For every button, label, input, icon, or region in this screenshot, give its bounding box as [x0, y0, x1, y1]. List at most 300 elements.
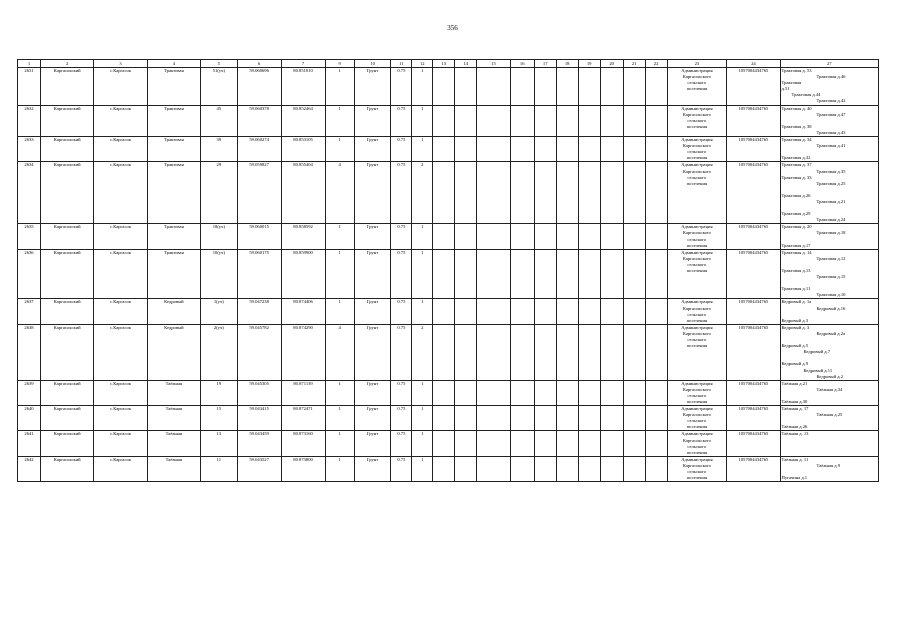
owner-line: поселения: [686, 180, 708, 186]
row-number: 2637: [18, 299, 41, 324]
address-line: Кедровый д. 3: [781, 324, 810, 330]
address-line: Кедровый д.2а: [816, 330, 846, 336]
surface-cell: Грунт: [354, 324, 391, 380]
empty-cell: [623, 162, 645, 224]
village-cell: с.Каргасок: [94, 137, 147, 162]
inn-cell: 1057004434765: [727, 68, 780, 106]
empty-cell: [455, 105, 477, 136]
empty-cell: [600, 406, 623, 431]
empty-cell: [600, 431, 623, 456]
street-cell: Таёжная: [147, 456, 200, 481]
village-cell: с.Каргасок: [94, 406, 147, 431]
surface-cell: Грунт: [354, 105, 391, 136]
longitude-cell: 80.873160: [281, 431, 325, 456]
area-cell: 0.75: [391, 249, 412, 299]
address-line: Кедровый д.9: [781, 361, 808, 367]
longitude-cell: 80.852464: [281, 105, 325, 136]
empty-cell: [433, 105, 455, 136]
col12-cell: 1: [412, 406, 433, 431]
owner-cell: [667, 299, 727, 324]
column-header-14: 14: [455, 60, 477, 68]
column-header-15: 15: [477, 60, 510, 68]
owner-line: Каргасокского: [682, 386, 711, 392]
owner-line: Каргасокского: [682, 143, 711, 149]
row-number: 2633: [18, 137, 41, 162]
empty-cell: [534, 68, 556, 106]
owner-line: Администрация: [681, 68, 713, 73]
col9-cell: 1: [325, 456, 354, 481]
empty-cell: [510, 249, 534, 299]
empty-cell: [578, 431, 600, 456]
longitude-cell: 80.872471: [281, 406, 325, 431]
house-cell: 2(уч): [201, 324, 238, 380]
address-line: Трактовая д.12: [816, 255, 846, 261]
inn-cell: 1057004434765: [727, 105, 780, 136]
address-line: Кедровый д.7: [803, 349, 830, 355]
address-line: Таёжная д.9: [816, 462, 841, 468]
empty-cell: [645, 249, 667, 299]
column-header-23: 23: [667, 60, 727, 68]
area-cell: 0.75: [391, 406, 412, 431]
table-row: [18, 68, 879, 106]
header-row: [18, 60, 879, 68]
empty-cell: [534, 456, 556, 481]
empty-cell: [556, 380, 578, 405]
latitude-cell: 59.045305: [237, 380, 281, 405]
empty-cell: [623, 224, 645, 249]
owner-line: сельского: [687, 418, 707, 424]
column-header-2: 2: [41, 60, 94, 68]
col12-cell: 2: [412, 324, 433, 380]
empty-cell: [510, 299, 534, 324]
column-header-9: 9: [325, 60, 354, 68]
owner-line: поселения: [686, 123, 708, 129]
col9-cell: 4: [325, 324, 354, 380]
address-line: Таёжная д.26: [781, 424, 808, 430]
owner-line: Каргасокского: [682, 462, 711, 468]
area-cell: 0.75: [391, 105, 412, 136]
area-cell: 0.75: [391, 456, 412, 481]
latitude-cell: 59.043415: [237, 406, 281, 431]
address-line: Трактовая: [781, 80, 802, 86]
inn-cell: 1057004434765: [727, 324, 780, 380]
empty-cell: [477, 68, 510, 106]
col12-cell: 2: [412, 162, 433, 224]
table-row: [18, 105, 879, 136]
owner-line: Администрация: [681, 431, 713, 437]
owner-line: сельского: [687, 469, 707, 474]
empty-cell: [556, 249, 578, 299]
empty-cell: [510, 324, 534, 380]
col12-cell: 1: [412, 105, 433, 136]
owner-line: Каргасокского: [682, 255, 711, 261]
empty-cell: [477, 431, 510, 456]
owner-line: сельского: [687, 261, 707, 267]
village-cell: с.Каргасок: [94, 105, 147, 136]
owner-line: Каргасокского: [682, 305, 711, 311]
empty-cell: [556, 431, 578, 456]
col9-cell: 1: [325, 105, 354, 136]
table-row: [18, 162, 879, 224]
empty-cell: [600, 162, 623, 224]
street-cell: Трактовая: [147, 249, 200, 299]
empty-cell: [645, 162, 667, 224]
longitude-cell: 80.874406: [281, 299, 325, 324]
surface-cell: Грунт: [354, 249, 391, 299]
column-header-27: 27: [780, 60, 878, 68]
column-header-11: 11: [391, 60, 412, 68]
street-cell: Таёжная: [147, 380, 200, 405]
column-header-10: 10: [354, 60, 391, 68]
table-row: [18, 456, 879, 481]
address-line: Таёжная д. 17: [781, 406, 809, 412]
column-header-4: 4: [147, 60, 200, 68]
col12-cell: 1: [412, 456, 433, 481]
empty-cell: [477, 105, 510, 136]
surface-cell: Грунт: [354, 224, 391, 249]
empty-cell: [578, 224, 600, 249]
village-cell: с.Каргасок: [94, 224, 147, 249]
village-cell: с.Каргасок: [94, 431, 147, 456]
owner-line: Каргасокского: [682, 111, 711, 117]
col12-cell: 1: [412, 380, 433, 405]
empty-cell: [433, 406, 455, 431]
empty-cell: [623, 431, 645, 456]
empty-cell: [600, 137, 623, 162]
owner-line: сельского: [687, 311, 707, 317]
street-cell: Таёжная: [147, 406, 200, 431]
col9-cell: 1: [325, 249, 354, 299]
col12-cell: 1: [412, 68, 433, 106]
address-line: Кедровый д.5: [781, 343, 808, 349]
owner-line: Администрация: [681, 456, 713, 462]
col9-cell: 1: [325, 224, 354, 249]
inn-cell: 1057004434765: [727, 456, 780, 481]
longitude-cell: 80.873800: [281, 456, 325, 481]
house-cell: 19: [201, 380, 238, 405]
owner-cell: [667, 406, 727, 431]
address-line: Кедровый д.3: [781, 317, 808, 323]
owner-line: Администрация: [681, 137, 713, 143]
village-cell: с.Каргасок: [94, 162, 147, 224]
empty-cell: [623, 68, 645, 106]
empty-cell: [455, 456, 477, 481]
owner-line: сельского: [687, 174, 707, 180]
empty-cell: [556, 299, 578, 324]
empty-cell: [510, 456, 534, 481]
empty-cell: [556, 456, 578, 481]
latitude-cell: 59.043459: [237, 431, 281, 456]
empty-cell: [455, 249, 477, 299]
district-cell: Каргасокский: [41, 299, 94, 324]
address-line: Трактовая д.35: [816, 168, 846, 174]
address-line: Трактовая д.47: [816, 111, 846, 117]
latitude-cell: 59.060378: [237, 105, 281, 136]
col9-cell: 1: [325, 380, 354, 405]
empty-cell: [623, 105, 645, 136]
empty-cell: [433, 137, 455, 162]
empty-cell: [534, 380, 556, 405]
village-cell: с.Каргасок: [94, 456, 147, 481]
empty-cell: [578, 105, 600, 136]
col12-cell: 1: [412, 299, 433, 324]
column-header-13: 13: [433, 60, 455, 68]
register-table: [17, 59, 879, 482]
col9-cell: 1: [325, 431, 354, 456]
owner-line: сельского: [687, 149, 707, 155]
empty-cell: [623, 249, 645, 299]
empty-cell: [645, 224, 667, 249]
column-header-16: 16: [510, 60, 534, 68]
empty-cell: [556, 224, 578, 249]
owner-cell: [667, 431, 727, 456]
owner-line: сельского: [687, 337, 707, 343]
address-line: Трактовая д.17: [781, 242, 811, 248]
street-cell: Трактовая: [147, 224, 200, 249]
inn-cell: 1057004434765: [727, 137, 780, 162]
empty-cell: [534, 299, 556, 324]
row-number: 2638: [18, 324, 41, 380]
empty-cell: [510, 137, 534, 162]
empty-cell: [433, 456, 455, 481]
owner-line: Администрация: [681, 324, 713, 330]
addresses-cell: [780, 105, 878, 136]
village-cell: с.Каргасок: [94, 380, 147, 405]
empty-cell: [477, 162, 510, 224]
address-line: Кедровый д.11: [803, 367, 833, 373]
owner-line: Администрация: [681, 105, 713, 111]
empty-cell: [556, 137, 578, 162]
column-header-19: 19: [578, 60, 600, 68]
surface-cell: Грунт: [354, 380, 391, 405]
col12-cell: 1: [412, 224, 433, 249]
address-line: Трактовая д.15: [816, 274, 846, 280]
latitude-cell: 59.060175: [237, 249, 281, 299]
owner-line: Каргасокского: [682, 74, 711, 80]
owner-line: поселения: [686, 424, 708, 430]
row-number: 2634: [18, 162, 41, 224]
empty-cell: [455, 380, 477, 405]
empty-cell: [534, 431, 556, 456]
empty-cell: [645, 406, 667, 431]
column-header-20: 20: [600, 60, 623, 68]
empty-cell: [645, 456, 667, 481]
table-row: [18, 324, 879, 380]
empty-cell: [433, 299, 455, 324]
area-cell: 0.75: [391, 137, 412, 162]
address-line: д.51: [781, 86, 790, 92]
village-cell: с.Каргасок: [94, 324, 147, 380]
empty-cell: [534, 249, 556, 299]
inn-cell: 1057004434765: [727, 380, 780, 405]
empty-cell: [645, 431, 667, 456]
empty-cell: [600, 324, 623, 380]
table-row: [18, 431, 879, 456]
empty-cell: [477, 324, 510, 380]
inn-cell: 1057004434765: [727, 431, 780, 456]
address-line: Трактовая д.32: [781, 155, 811, 161]
address-line: Пугачина д.1: [781, 475, 808, 481]
owner-line: сельского: [687, 80, 707, 86]
street-cell: Кедровый: [147, 324, 200, 380]
col12-cell: 1: [412, 249, 433, 299]
owner-line: поселения: [686, 86, 708, 92]
owner-cell: [667, 105, 727, 136]
addresses-cell: [780, 299, 878, 324]
empty-cell: [534, 105, 556, 136]
owner-cell: [667, 224, 727, 249]
house-cell: 13: [201, 431, 238, 456]
empty-cell: [645, 105, 667, 136]
empty-cell: [510, 224, 534, 249]
surface-cell: Грунт: [354, 162, 391, 224]
address-line: Трактовая д. 53: [781, 68, 812, 73]
empty-cell: [477, 137, 510, 162]
latitude-cell: 59.060274: [237, 137, 281, 162]
district-cell: Каргасокский: [41, 456, 94, 481]
addresses-cell: [780, 137, 878, 162]
empty-cell: [556, 162, 578, 224]
empty-cell: [433, 162, 455, 224]
owner-line: поселения: [686, 242, 708, 248]
latitude-cell: 59.045782: [237, 324, 281, 380]
empty-cell: [455, 224, 477, 249]
address-line: Таёжная д.30: [781, 398, 808, 404]
empty-cell: [556, 406, 578, 431]
column-header-17: 17: [534, 60, 556, 68]
latitude-cell: 59.059827: [237, 162, 281, 224]
owner-line: поселения: [686, 317, 708, 323]
empty-cell: [534, 224, 556, 249]
village-cell: с.Каргасок: [94, 299, 147, 324]
house-cell: 10(уч): [201, 249, 238, 299]
house-cell: 1(уч): [201, 299, 238, 324]
empty-cell: [477, 380, 510, 405]
col9-cell: 1: [325, 299, 354, 324]
owner-line: поселения: [686, 343, 708, 349]
street-cell: Трактовая: [147, 68, 200, 106]
addresses-cell: [780, 249, 878, 299]
inn-cell: 1057004434765: [727, 162, 780, 224]
area-cell: 0.75: [391, 224, 412, 249]
inn-cell: 1057004434765: [727, 224, 780, 249]
empty-cell: [433, 380, 455, 405]
column-header-21: 21: [623, 60, 645, 68]
empty-cell: [455, 406, 477, 431]
addresses-cell: [780, 380, 878, 405]
owner-line: сельского: [687, 117, 707, 123]
address-line: Кедровый д. 1а: [781, 299, 812, 305]
empty-cell: [578, 68, 600, 106]
empty-cell: [578, 162, 600, 224]
table-row: [18, 380, 879, 405]
addresses-cell: [780, 162, 878, 224]
owner-line: поселения: [686, 155, 708, 161]
column-header-7: 7: [281, 60, 325, 68]
empty-cell: [578, 406, 600, 431]
empty-cell: [600, 456, 623, 481]
house-cell: 45: [201, 105, 238, 136]
table-row: [18, 299, 879, 324]
street-cell: Трактовая: [147, 137, 200, 162]
address-line: Трактовая д.25: [816, 180, 846, 186]
row-number: 2635: [18, 224, 41, 249]
owner-cell: [667, 380, 727, 405]
address-line: Трактовая д.41: [816, 143, 846, 149]
empty-cell: [433, 431, 455, 456]
empty-cell: [433, 224, 455, 249]
address-line: Трактовая д. 20: [781, 224, 812, 230]
house-cell: 15: [201, 406, 238, 431]
column-header-18: 18: [556, 60, 578, 68]
row-number: 2639: [18, 380, 41, 405]
owner-line: сельского: [687, 443, 707, 449]
district-cell: Каргасокский: [41, 406, 94, 431]
row-number: 2636: [18, 249, 41, 299]
street-cell: Таёжная: [147, 431, 200, 456]
empty-cell: [578, 324, 600, 380]
area-cell: 0.75: [391, 380, 412, 405]
empty-cell: [510, 162, 534, 224]
empty-cell: [645, 299, 667, 324]
empty-cell: [623, 380, 645, 405]
empty-cell: [534, 406, 556, 431]
row-number: 2632: [18, 105, 41, 136]
area-cell: 0.75: [391, 324, 412, 380]
address-line: Таёжная д. 11: [781, 456, 809, 462]
area-cell: 0.75: [391, 68, 412, 106]
village-cell: с.Каргасок: [94, 249, 147, 299]
address-line: Трактовая д.44: [791, 92, 821, 98]
address-line: Трактовая д.26: [781, 192, 811, 198]
owner-cell: [667, 456, 727, 481]
longitude-cell: 80.874290: [281, 324, 325, 380]
latitude-cell: 59.047238: [237, 299, 281, 324]
empty-cell: [556, 68, 578, 106]
empty-cell: [578, 299, 600, 324]
longitude-cell: 80.851010: [281, 68, 325, 106]
col9-cell: 1: [325, 406, 354, 431]
latitude-cell: 59.060696: [237, 68, 281, 106]
empty-cell: [477, 224, 510, 249]
district-cell: Каргасокский: [41, 324, 94, 380]
surface-cell: Грунт: [354, 68, 391, 106]
empty-cell: [477, 406, 510, 431]
empty-cell: [455, 137, 477, 162]
address-line: Трактовая д. 33: [781, 174, 812, 180]
empty-cell: [510, 105, 534, 136]
address-line: Трактовая д.46: [816, 74, 846, 80]
empty-cell: [510, 68, 534, 106]
empty-cell: [510, 406, 534, 431]
owner-cell: [667, 68, 727, 106]
street-cell: Трактовая: [147, 105, 200, 136]
table-row: [18, 249, 879, 299]
address-line: Трактовая д.10: [816, 292, 846, 298]
column-header-22: 22: [645, 60, 667, 68]
empty-cell: [433, 68, 455, 106]
address-line: Трактовая д.11: [781, 286, 811, 292]
owner-line: Администрация: [681, 224, 713, 230]
table-row: [18, 406, 879, 431]
address-line: Таёжная д.25: [816, 412, 843, 418]
addresses-cell: [780, 431, 878, 456]
empty-cell: [645, 380, 667, 405]
owner-line: сельского: [687, 392, 707, 398]
surface-cell: Грунт: [354, 299, 391, 324]
column-header-6: 6: [237, 60, 281, 68]
column-header-12: 12: [412, 60, 433, 68]
